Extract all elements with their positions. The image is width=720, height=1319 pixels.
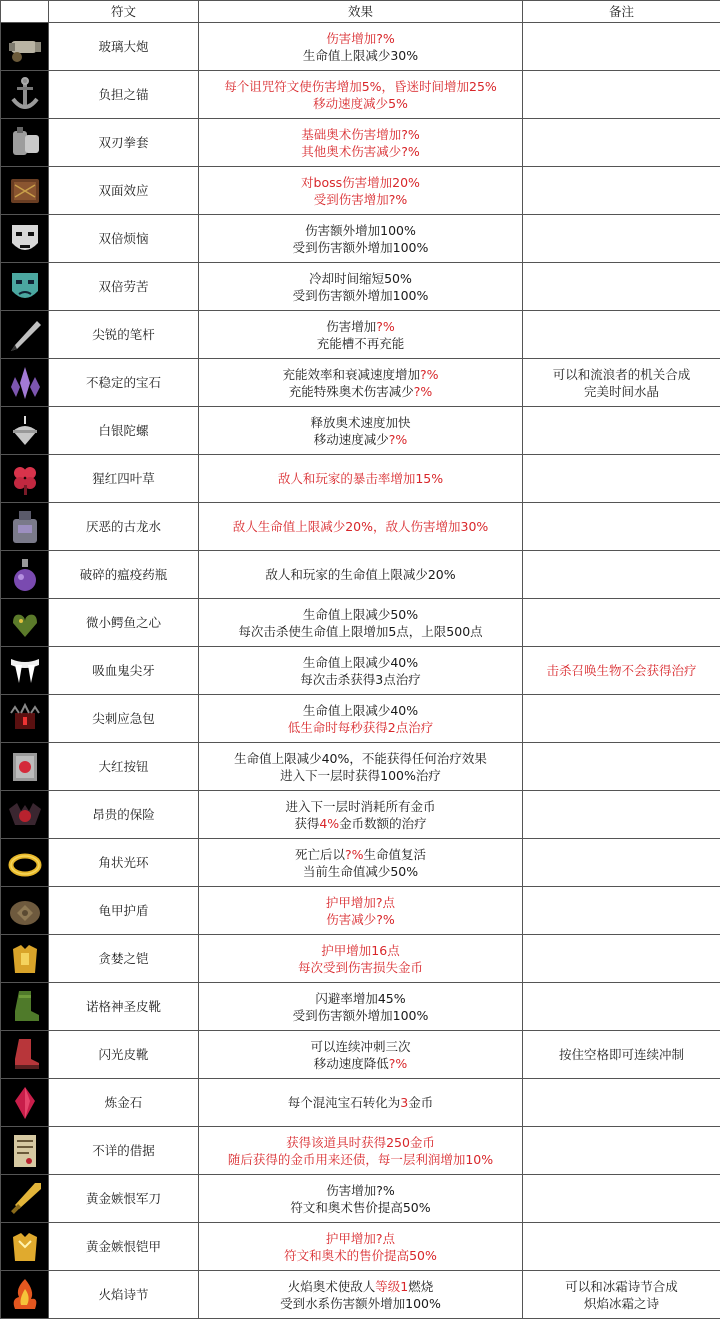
gold-sword-icon <box>5 1179 45 1219</box>
rune-note <box>523 839 720 887</box>
rune-name: 双倍劳苦 <box>49 263 199 311</box>
rune-effect <box>199 647 523 695</box>
clover-icon <box>5 459 45 499</box>
effect-line <box>199 1182 522 1199</box>
icon-cell <box>1 263 49 311</box>
rune-note <box>523 167 720 215</box>
pen-icon <box>5 315 45 355</box>
note-text: 可以和冰霜诗节合成 <box>565 1279 678 1294</box>
table-row <box>1 551 720 599</box>
effect-line <box>199 95 522 112</box>
rune-note <box>523 215 720 263</box>
rune-name: 闪光皮靴 <box>49 1031 199 1079</box>
effect-line <box>199 767 522 784</box>
rune-effect <box>199 359 523 407</box>
rune-note <box>523 503 720 551</box>
rune-note <box>523 359 720 407</box>
effect-text: 随后获得的金币用来还债，每一层利润增加10% <box>228 1152 493 1167</box>
rune-name: 破碎的瘟疫药瓶 <box>49 551 199 599</box>
rune-effect <box>199 215 523 263</box>
rune-name: 炼金石 <box>49 1079 199 1127</box>
table-row <box>1 311 720 359</box>
mask-teal-icon <box>5 267 45 307</box>
header-note: 备注 <box>523 1 720 23</box>
rune-name: 龟甲护盾 <box>49 887 199 935</box>
cannon-icon <box>5 27 45 67</box>
effect-line <box>199 287 522 304</box>
effect-line <box>199 606 522 623</box>
effect-text: 护甲增加?点 <box>326 1231 395 1246</box>
rune-effect <box>199 119 523 167</box>
effect-text: 金币 <box>408 1095 433 1110</box>
effect-text: 敌人生命值上限减少20%，敌人伤害增加30% <box>233 519 489 534</box>
rune-note <box>523 791 720 839</box>
effect-text: 获得 <box>294 816 319 831</box>
header-effect: 效果 <box>199 1 523 23</box>
effect-line <box>199 431 522 448</box>
flame-icon <box>5 1275 45 1315</box>
effect-text: 释放奥术速度加快 <box>310 415 410 430</box>
rune-effect <box>199 599 523 647</box>
rune-name: 负担之锚 <box>49 71 199 119</box>
table-row <box>1 215 720 263</box>
effect-text: ?% <box>345 847 364 862</box>
effect-line <box>199 191 522 208</box>
note-text: 炽焰冰霜之诗 <box>584 1296 659 1311</box>
rune-effect <box>199 1079 523 1127</box>
effect-text: 生命值上限减少40%，不能获得任何治疗效果 <box>234 751 487 766</box>
note-line <box>523 1278 720 1295</box>
icon-cell <box>1 1271 49 1319</box>
effect-text: 充能特殊奥术伤害减少 <box>289 384 414 399</box>
effect-text: 充能效率和衰减速度增加 <box>282 367 420 382</box>
effect-text: 符文和奥术的售价提高50% <box>284 1248 437 1263</box>
effect-line <box>199 414 522 431</box>
note-text: 击杀召唤生物不会获得治疗 <box>546 663 696 678</box>
effect-text: 生命值上限减少40% <box>303 703 418 718</box>
rune-name: 不稳定的宝石 <box>49 359 199 407</box>
rune-note <box>523 407 720 455</box>
header-row <box>1 1 720 23</box>
effect-line <box>199 846 522 863</box>
scroll-icon <box>5 1131 45 1171</box>
table-row <box>1 455 720 503</box>
effect-text: 伤害减少?% <box>326 912 395 927</box>
effect-text: 伤害额外增加100% <box>305 223 416 238</box>
effect-text: 移动速度减少 <box>314 432 389 447</box>
icon-cell <box>1 599 49 647</box>
rune-note <box>523 23 720 71</box>
rune-effect <box>199 791 523 839</box>
effect-line <box>199 1295 522 1312</box>
icon-cell <box>1 791 49 839</box>
rune-name: 双刃拳套 <box>49 119 199 167</box>
effect-line <box>199 318 522 335</box>
rune-name: 黄金嫉恨铠甲 <box>49 1223 199 1271</box>
rune-name: 厌恶的古龙水 <box>49 503 199 551</box>
effect-line <box>199 518 522 535</box>
rune-effect <box>199 551 523 599</box>
effect-line <box>199 126 522 143</box>
effect-text: 受到水系伤害额外增加100% <box>280 1296 441 1311</box>
effect-text: 每次击杀获得3点治疗 <box>300 672 420 687</box>
gauntlet-icon <box>5 123 45 163</box>
table-row <box>1 887 720 935</box>
effect-text: 可以连续冲刺三次 <box>310 1039 410 1054</box>
icon-cell <box>1 551 49 599</box>
rune-effect <box>199 1223 523 1271</box>
rune-note <box>523 1175 720 1223</box>
boot-green-icon <box>5 987 45 1027</box>
effect-text: 死亡后以 <box>295 847 345 862</box>
rune-effect <box>199 695 523 743</box>
effect-text: 每次受到伤害损失金币 <box>298 960 423 975</box>
table-row <box>1 263 720 311</box>
effect-text: 伤害增加?% <box>326 1183 395 1198</box>
table-row <box>1 1271 720 1319</box>
effect-text: 受到伤害额外增加100% <box>293 240 429 255</box>
rune-effect <box>199 503 523 551</box>
note-line <box>523 383 720 400</box>
effect-text: 等级1 <box>375 1279 408 1294</box>
effect-text: 移动速度降低 <box>314 1056 389 1071</box>
rune-effect <box>199 71 523 119</box>
red-button-icon <box>5 747 45 787</box>
effect-line <box>199 654 522 671</box>
table-row <box>1 695 720 743</box>
rune-name: 微小鳄鱼之心 <box>49 599 199 647</box>
table-row <box>1 743 720 791</box>
effect-line <box>199 1230 522 1247</box>
rune-name: 角状光环 <box>49 839 199 887</box>
table-row <box>1 167 720 215</box>
table-row <box>1 983 720 1031</box>
effect-text: 获得该道具时获得250金币 <box>286 1135 435 1150</box>
effect-text: 伤害增加?% <box>326 31 395 46</box>
effect-text: 敌人和玩家的暴击率增加15% <box>278 471 443 486</box>
icon-cell <box>1 23 49 71</box>
icon-cell <box>1 1031 49 1079</box>
effect-line <box>199 174 522 191</box>
effect-line <box>199 1055 522 1072</box>
table-row <box>1 839 720 887</box>
mask-grey-icon <box>5 219 45 259</box>
rune-note <box>523 71 720 119</box>
rune-note <box>523 743 720 791</box>
rune-name: 吸血鬼尖牙 <box>49 647 199 695</box>
effect-line <box>199 671 522 688</box>
table-row <box>1 1175 720 1223</box>
icon-cell <box>1 71 49 119</box>
effect-text: 3 <box>400 1095 408 1110</box>
effect-text: ?% <box>389 432 408 447</box>
effect-line <box>199 911 522 928</box>
rune-note <box>523 1079 720 1127</box>
note-line <box>523 662 720 679</box>
rune-name: 猩红四叶草 <box>49 455 199 503</box>
table-row <box>1 23 720 71</box>
effect-text: 生命值上限减少30% <box>303 48 418 63</box>
effect-line <box>199 750 522 767</box>
effect-text: 每个诅咒符文使伤害增加5%，昏迷时间增加25% <box>224 79 497 94</box>
effect-line <box>199 1094 522 1111</box>
table-body <box>1 23 720 1319</box>
effect-line <box>199 1038 522 1055</box>
effect-text: 符文和奥术售价提高50% <box>290 1200 430 1215</box>
effect-line <box>199 270 522 287</box>
effect-line <box>199 143 522 160</box>
effect-text: 每个混沌宝石转化为 <box>288 1095 401 1110</box>
rune-note <box>523 119 720 167</box>
icon-cell <box>1 887 49 935</box>
rune-name: 不详的借据 <box>49 1127 199 1175</box>
icon-cell <box>1 647 49 695</box>
effect-text: 基础奥术伤害增加?% <box>301 127 420 142</box>
effect-text: 金币数额的治疗 <box>339 816 427 831</box>
effect-text: 4% <box>319 816 339 831</box>
effect-line <box>199 1247 522 1264</box>
icon-cell <box>1 119 49 167</box>
table-row <box>1 1031 720 1079</box>
rune-note <box>523 263 720 311</box>
effect-text: 低生命时每秒获得2点治疗 <box>288 720 433 735</box>
effect-line <box>199 1134 522 1151</box>
rune-effect <box>199 887 523 935</box>
anchor-icon <box>5 75 45 115</box>
effect-text: 护甲增加16点 <box>321 943 399 958</box>
icon-cell <box>1 167 49 215</box>
rune-effect <box>199 935 523 983</box>
effect-text: 伤害增加 <box>326 319 376 334</box>
gold-armor-icon <box>5 1227 45 1267</box>
boot-red-icon <box>5 1035 45 1075</box>
crocodile-heart-icon <box>5 603 45 643</box>
effect-text: 对boss伤害增加20% <box>301 175 420 190</box>
effect-line <box>199 623 522 640</box>
effect-text: 其他奥术伤害减少?% <box>301 144 420 159</box>
effect-text: 火焰奥术使敌人 <box>288 1279 376 1294</box>
rune-name: 诺格神圣皮靴 <box>49 983 199 1031</box>
icon-cell <box>1 1079 49 1127</box>
icon-cell <box>1 839 49 887</box>
turtle-shield-icon <box>5 891 45 931</box>
rune-name: 玻璃大炮 <box>49 23 199 71</box>
rune-name: 火焰诗节 <box>49 1271 199 1319</box>
note-text: 可以和流浪者的机关合成 <box>553 367 691 382</box>
rune-name: 大红按钮 <box>49 743 199 791</box>
rune-note <box>523 695 720 743</box>
effect-line <box>199 1151 522 1168</box>
effect-line <box>199 959 522 976</box>
icon-cell <box>1 695 49 743</box>
effect-line <box>199 30 522 47</box>
effect-text: 受到伤害额外增加100% <box>293 288 429 303</box>
rune-note <box>523 551 720 599</box>
effect-text: 每次击杀使生命值上限增加5点，上限500点 <box>238 624 482 639</box>
note-text: 按住空格即可连续冲制 <box>559 1047 684 1062</box>
effect-text: ?% <box>389 1056 408 1071</box>
effect-line <box>199 1278 522 1295</box>
effect-text: ?% <box>376 319 395 334</box>
icon-cell <box>1 311 49 359</box>
rune-name: 双倍烦恼 <box>49 215 199 263</box>
rune-effect <box>199 263 523 311</box>
insurance-icon <box>5 795 45 835</box>
rune-name: 贪婪之铠 <box>49 935 199 983</box>
icon-cell <box>1 215 49 263</box>
rune-name: 白银陀螺 <box>49 407 199 455</box>
effect-line <box>199 719 522 736</box>
table-row <box>1 1127 720 1175</box>
table-row <box>1 119 720 167</box>
rune-effect <box>199 743 523 791</box>
rune-effect <box>199 1175 523 1223</box>
effect-line <box>199 239 522 256</box>
potion-icon <box>5 555 45 595</box>
effect-text: 冷却时间缩短50% <box>309 271 412 286</box>
effect-text: ?% <box>414 384 433 399</box>
effect-text: 生命值复活 <box>364 847 427 862</box>
table-row <box>1 791 720 839</box>
effect-text: 充能槽不再充能 <box>317 336 405 351</box>
book-icon <box>5 171 45 211</box>
note-line <box>523 366 720 383</box>
effect-text: 进入下一层时消耗所有金币 <box>285 799 435 814</box>
rune-effect <box>199 407 523 455</box>
effect-text: 移动速度减少5% <box>313 96 408 111</box>
table-row <box>1 407 720 455</box>
effect-line <box>199 1199 522 1216</box>
effect-text: 生命值上限减少40% <box>303 655 418 670</box>
header-icon <box>1 1 49 23</box>
effect-line <box>199 942 522 959</box>
rune-note <box>523 935 720 983</box>
rune-note <box>523 455 720 503</box>
effect-line <box>199 222 522 239</box>
effect-text: 燃烧 <box>408 1279 433 1294</box>
rune-note <box>523 599 720 647</box>
icon-cell <box>1 359 49 407</box>
rune-name: 尖刺应急包 <box>49 695 199 743</box>
header-rune: 符文 <box>49 1 199 23</box>
effect-text: ?% <box>420 367 439 382</box>
icon-cell <box>1 455 49 503</box>
effect-text: 护甲增加?点 <box>326 895 395 910</box>
rune-note <box>523 887 720 935</box>
effect-text: 敌人和玩家的生命值上限减少20% <box>265 567 455 582</box>
icon-cell <box>1 407 49 455</box>
icon-cell <box>1 743 49 791</box>
rune-note <box>523 1223 720 1271</box>
effect-line <box>199 894 522 911</box>
effect-text: 受到伤害额外增加100% <box>293 1008 429 1023</box>
rune-name: 双面效应 <box>49 167 199 215</box>
effect-line <box>199 702 522 719</box>
effect-line <box>199 990 522 1007</box>
icon-cell <box>1 1175 49 1223</box>
effect-line <box>199 863 522 880</box>
icon-cell <box>1 1223 49 1271</box>
effect-line <box>199 366 522 383</box>
rune-note <box>523 311 720 359</box>
crystal-icon <box>5 363 45 403</box>
icon-cell <box>1 503 49 551</box>
rune-effect <box>199 1271 523 1319</box>
table-row <box>1 503 720 551</box>
rune-effect <box>199 311 523 359</box>
rune-effect <box>199 455 523 503</box>
effect-text: 当前生命值减少50% <box>303 864 418 879</box>
note-line <box>523 1295 720 1312</box>
rune-effect <box>199 1031 523 1079</box>
rune-note <box>523 1271 720 1319</box>
effect-text: 受到伤害增加?% <box>314 192 408 207</box>
effect-text: 进入下一层时获得100%治疗 <box>280 768 441 783</box>
note-line <box>523 1046 720 1063</box>
rune-effect <box>199 167 523 215</box>
rune-note <box>523 1127 720 1175</box>
effect-line <box>199 78 522 95</box>
effect-line <box>199 47 522 64</box>
effect-line <box>199 383 522 400</box>
top-icon <box>5 411 45 451</box>
effect-line <box>199 470 522 487</box>
table-row <box>1 935 720 983</box>
note-text: 完美时间水晶 <box>584 384 659 399</box>
icon-cell <box>1 935 49 983</box>
rune-note <box>523 1031 720 1079</box>
table-row <box>1 1079 720 1127</box>
rune-name: 昂贵的保险 <box>49 791 199 839</box>
fang-icon <box>5 651 45 691</box>
effect-text: 生命值上限减少50% <box>303 607 418 622</box>
rune-name: 尖锐的笔杆 <box>49 311 199 359</box>
table-row <box>1 599 720 647</box>
table-row <box>1 647 720 695</box>
ruby-icon <box>5 1083 45 1123</box>
effect-line <box>199 798 522 815</box>
effect-line <box>199 566 522 583</box>
rune-note <box>523 983 720 1031</box>
table-row <box>1 1223 720 1271</box>
rune-effect <box>199 983 523 1031</box>
effect-line <box>199 335 522 352</box>
effect-text: 闪避率增加45% <box>315 991 405 1006</box>
icon-cell <box>1 983 49 1031</box>
effect-line <box>199 815 522 832</box>
spike-pack-icon <box>5 699 45 739</box>
rune-effect <box>199 839 523 887</box>
rune-name: 黄金嫉恨军刀 <box>49 1175 199 1223</box>
halo-icon <box>5 843 45 883</box>
table-row <box>1 359 720 407</box>
rune-note <box>523 647 720 695</box>
rune-effect <box>199 1127 523 1175</box>
rune-effect <box>199 23 523 71</box>
greed-armor-icon <box>5 939 45 979</box>
table-row <box>1 71 720 119</box>
dragon-water-icon <box>5 507 45 547</box>
icon-cell <box>1 1127 49 1175</box>
effect-line <box>199 1007 522 1024</box>
